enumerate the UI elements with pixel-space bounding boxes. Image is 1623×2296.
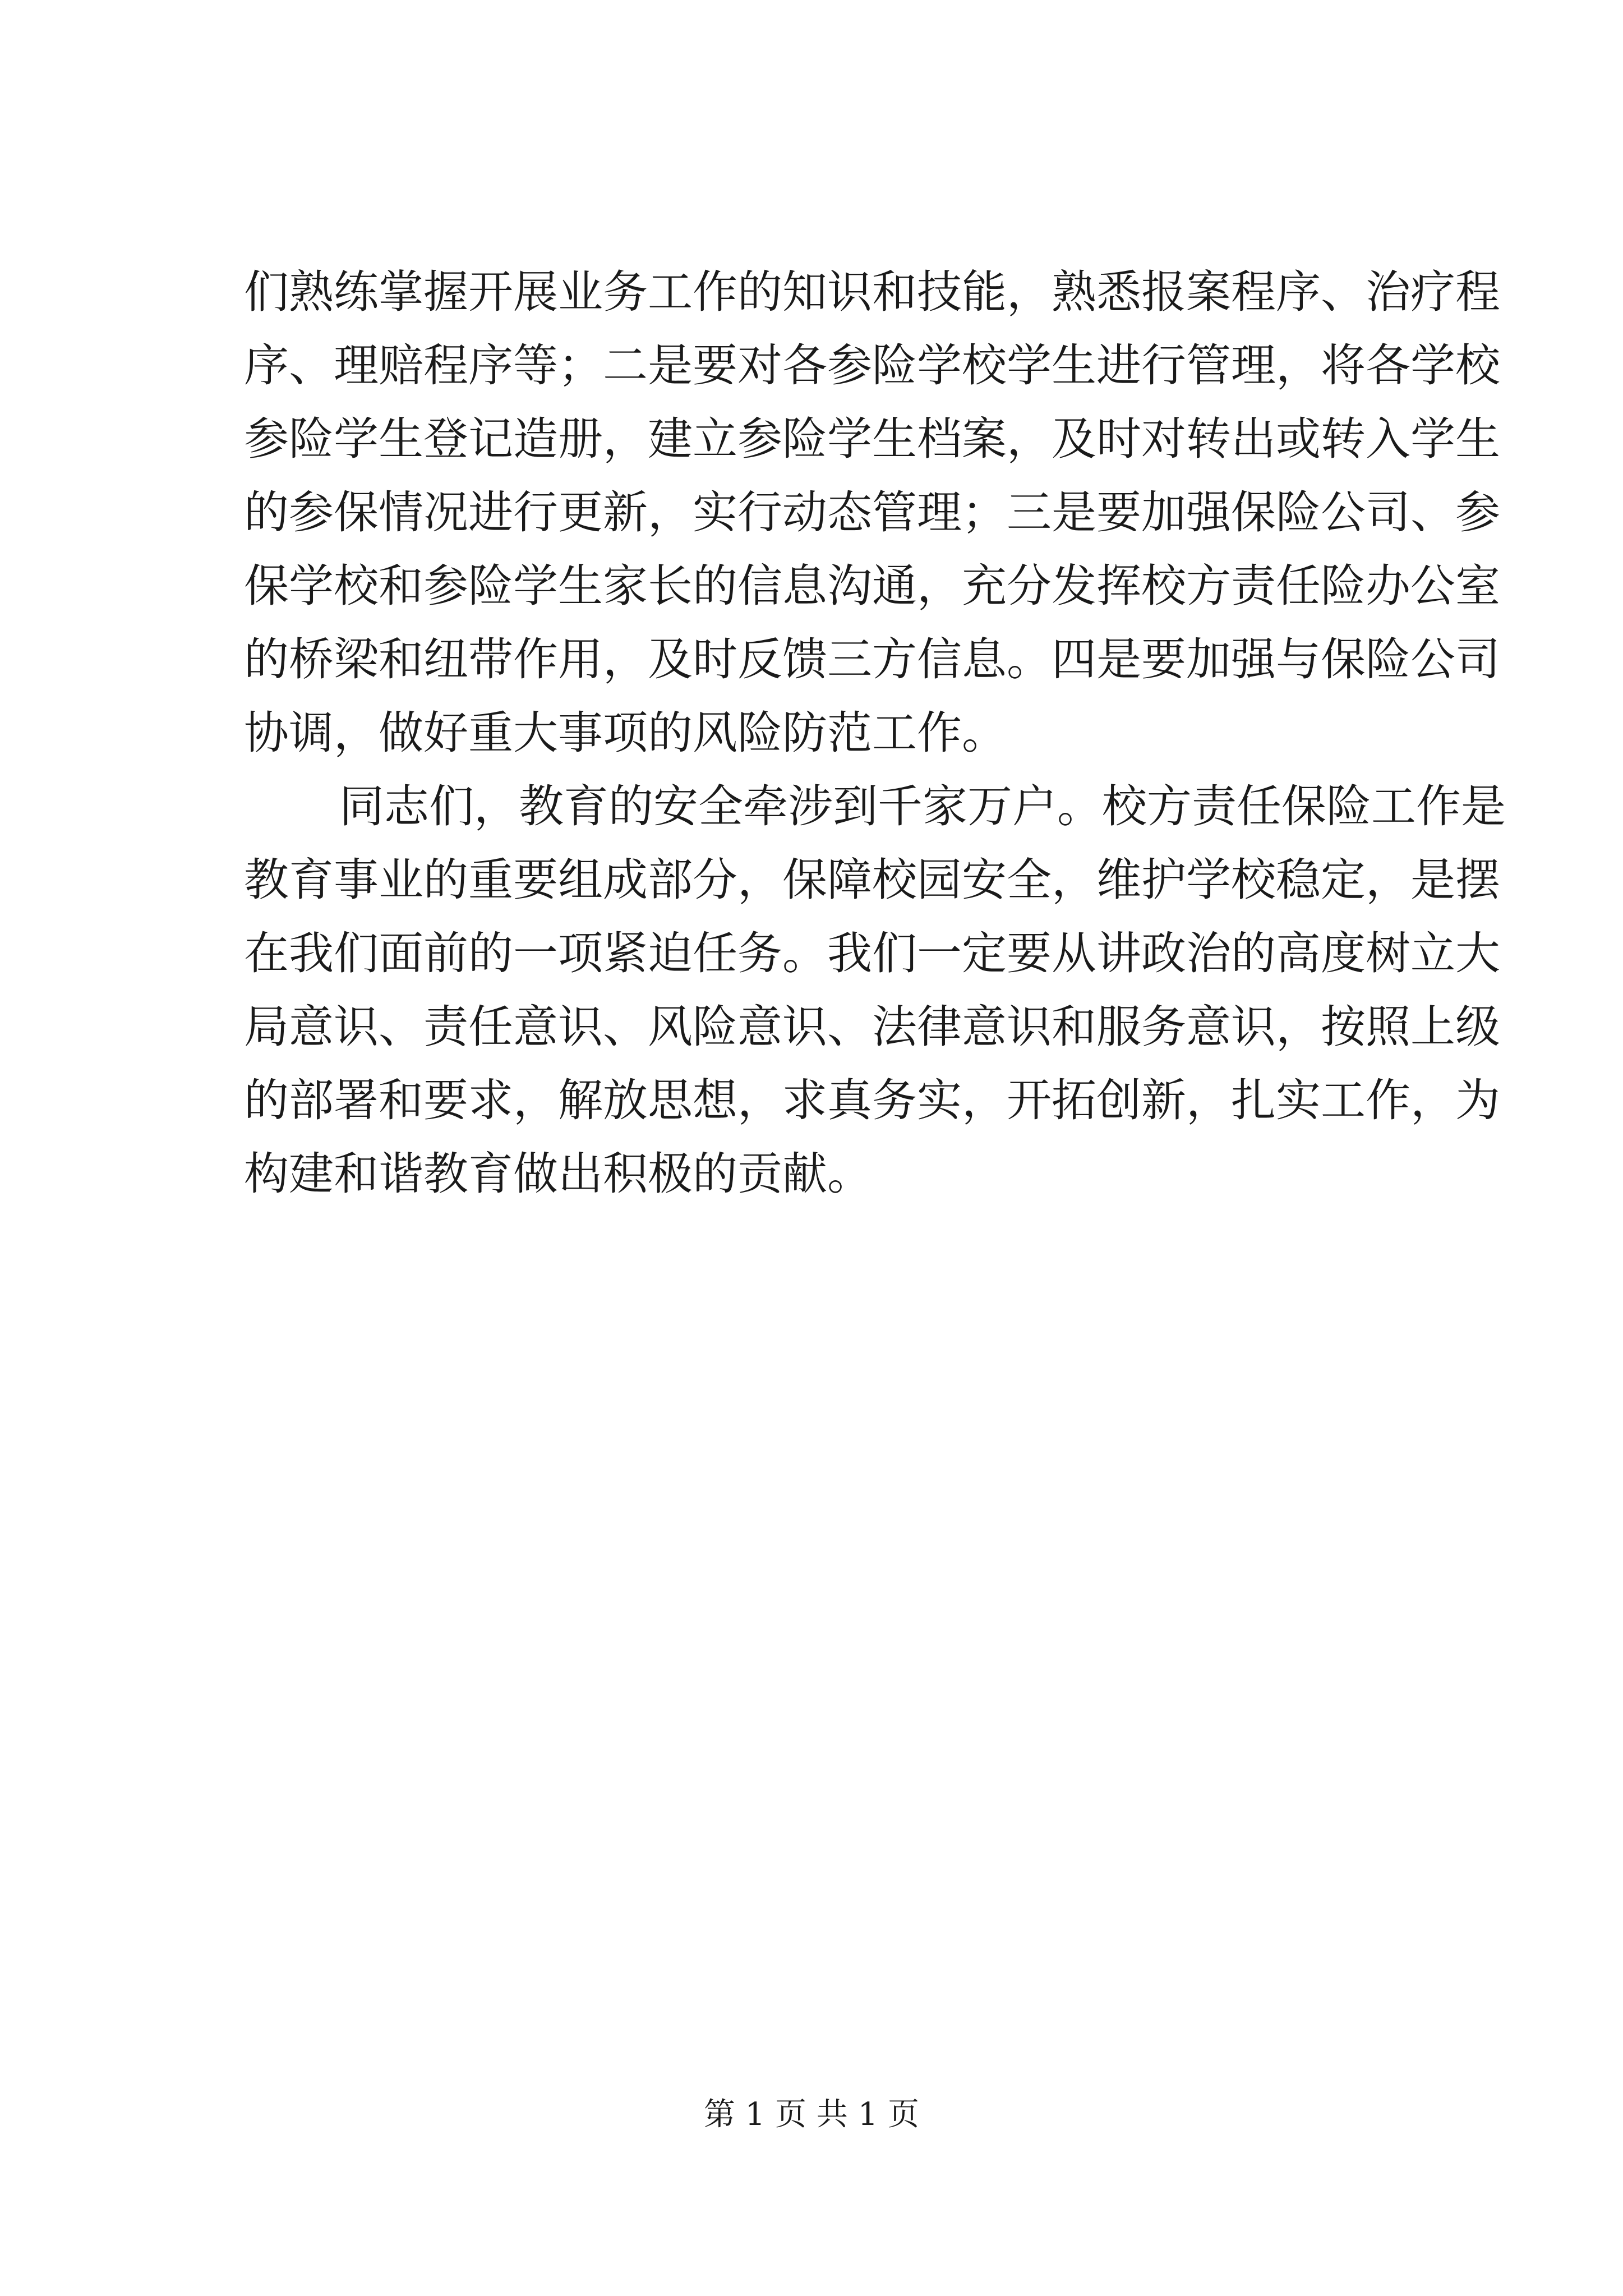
- paragraph-line: 教育事业的重要组成部分，保障校园安全，维护学校稳定，是摆: [244, 854, 1500, 906]
- paragraph-line: 的部署和要求，解放思想，求真务实，开拓创新，扎实工作，为: [244, 1074, 1500, 1126]
- paragraph-line: 在我们面前的一项紧迫任务。我们一定要从讲政治的高度树立大: [244, 927, 1500, 979]
- paragraph-line: 们熟练掌握开展业务工作的知识和技能，熟悉报案程序、治疗程: [244, 266, 1500, 318]
- paragraph-line: 局意识、责任意识、风险意识、法律意识和服务意识，按照上级: [244, 1001, 1500, 1053]
- paragraph-line: 的桥梁和纽带作用，及时反馈三方信息。四是要加强与保险公司: [244, 633, 1500, 685]
- paragraph-line: 序、理赔程序等；二是要对各参险学校学生进行管理，将各学校: [244, 339, 1500, 392]
- paragraph-1: [244, 255, 1500, 770]
- paragraph-line: 同志们，教育的安全牵涉到千家万户。校方责任保险工作是: [339, 780, 1506, 832]
- document-body: [244, 255, 1506, 1211]
- paragraph-line: 协调，做好重大事项的风险防范工作。: [244, 707, 1007, 759]
- paragraph-line: 的参保情况进行更新，实行动态管理；三是要加强保险公司、参: [244, 486, 1500, 539]
- paragraph-line: 保学校和参险学生家长的信息沟通，充分发挥校方责任险办公室: [244, 560, 1500, 612]
- paragraph-line: 参险学生登记造册，建立参险学生档案，及时对转出或转入学生: [244, 413, 1500, 465]
- paragraph-line: 构建和谐教育做出积极的贡献。: [244, 1148, 872, 1200]
- paragraph-2: [244, 770, 1506, 1211]
- page-footer: 第 1 页 共 1 页: [703, 2096, 920, 2133]
